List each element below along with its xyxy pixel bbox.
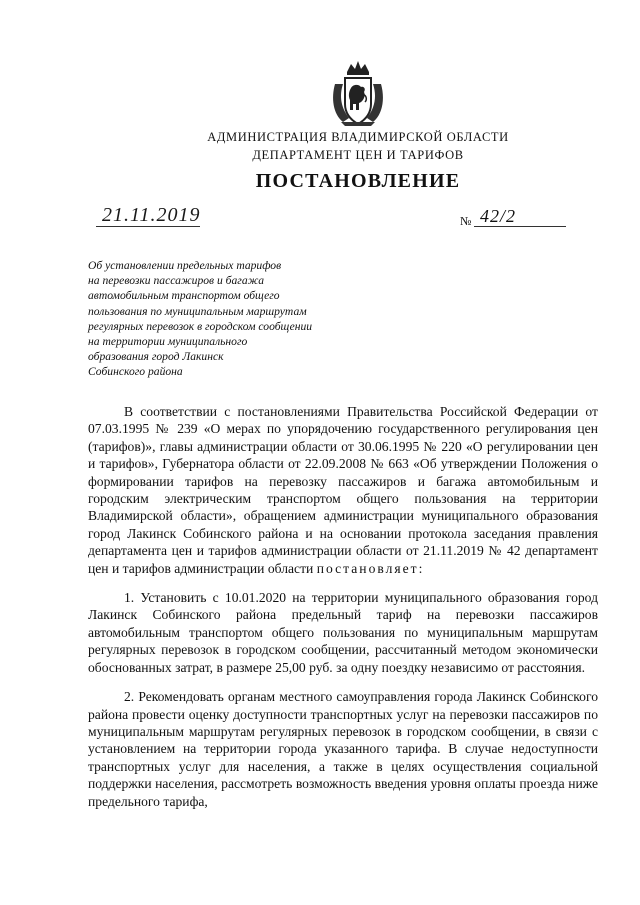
document-body — [88, 403, 598, 822]
subject-line: образования город Лакинск — [88, 350, 224, 364]
item-1-paragraph: 1. Установить с 10.01.2020 на территории муниципального образования город Лакинск Собинского района предельный тариф на перевозки пассажиров автомобильным транспортом общего пользования по муниципальным маршрутам регулярных перевозок в городском сообщении, рассчитанный методом экономически обоснованных затрат, в размере 25,00 руб. за одну поездку независимо от расстояния. — [88, 590, 598, 675]
preamble-text: В соответствии с постановлениями Правительства Российской Федерации от 07.03.1995 № 239 «О мерах по упорядочению государственного регулирования цен (тарифов)», главы администрации области от 30.06.1995 № 220 «О регулировании цен и тарифов», Губернатора области от 22.09.2008 № 663 «Об утверждении Положения о формировании тарифов на перевозку пассажиров и багажа автомобильным и городским электрическим транспортом общего пользования на территории Владимирской области», обращением администрации муниципального образования город Лакинск Собинского района и на основании протокола заседания правления департамента цен и тарифов администрации области от 21.11.2019 № 42 департамент цен и тарифов администрации области — [88, 404, 598, 576]
coat-of-arms-icon — [329, 58, 387, 128]
document-number: 42/2 — [480, 206, 517, 226]
subject-line: на перевозки пассажиров и багажа — [88, 274, 265, 288]
preamble-paragraph — [88, 403, 598, 577]
subject-line: на территории муниципального — [88, 335, 248, 349]
organization-name: АДМИНИСТРАЦИЯ ВЛАДИМИРСКОЙ ОБЛАСТИ — [207, 130, 509, 144]
document-date: 21.11.2019 — [102, 204, 201, 226]
number-underline — [474, 226, 566, 227]
department-name: ДЕПАРТАМЕНТ ЦЕН И ТАРИФОВ — [252, 148, 464, 162]
subject-line: Об установлении предельных тарифов — [88, 259, 282, 272]
date-underline — [96, 226, 200, 227]
document-title: ПОСТАНОВЛЕНИЕ — [255, 170, 461, 192]
subject-line: пользования по муниципальным маршрутам — [88, 304, 307, 318]
subject-line: регулярных перевозок в городском сообщении — [88, 319, 313, 333]
subject-line: Собинского района — [88, 365, 183, 379]
document-subject — [88, 258, 348, 380]
decree-word: постановляет: — [316, 560, 425, 576]
number-label: № — [460, 214, 472, 228]
subject-line: автомобильным транспортом общего — [88, 289, 280, 303]
item-2-paragraph: 2. Рекомендовать органам местного самоуправления города Лакинск Собинского района провести оценку доступности транспортных услуг на перевозки пассажиров по муниципальным маршрутам регулярных перевозок в городском сообщении, в связи с установлением на территории города указанного тарифа. В случае недоступности транспортных услуг для населения, а также в целях осуществления социальной поддержки населения, рассмотреть возможность введения уровня оплаты проезда ниже предельного тарифа, — [88, 689, 598, 809]
